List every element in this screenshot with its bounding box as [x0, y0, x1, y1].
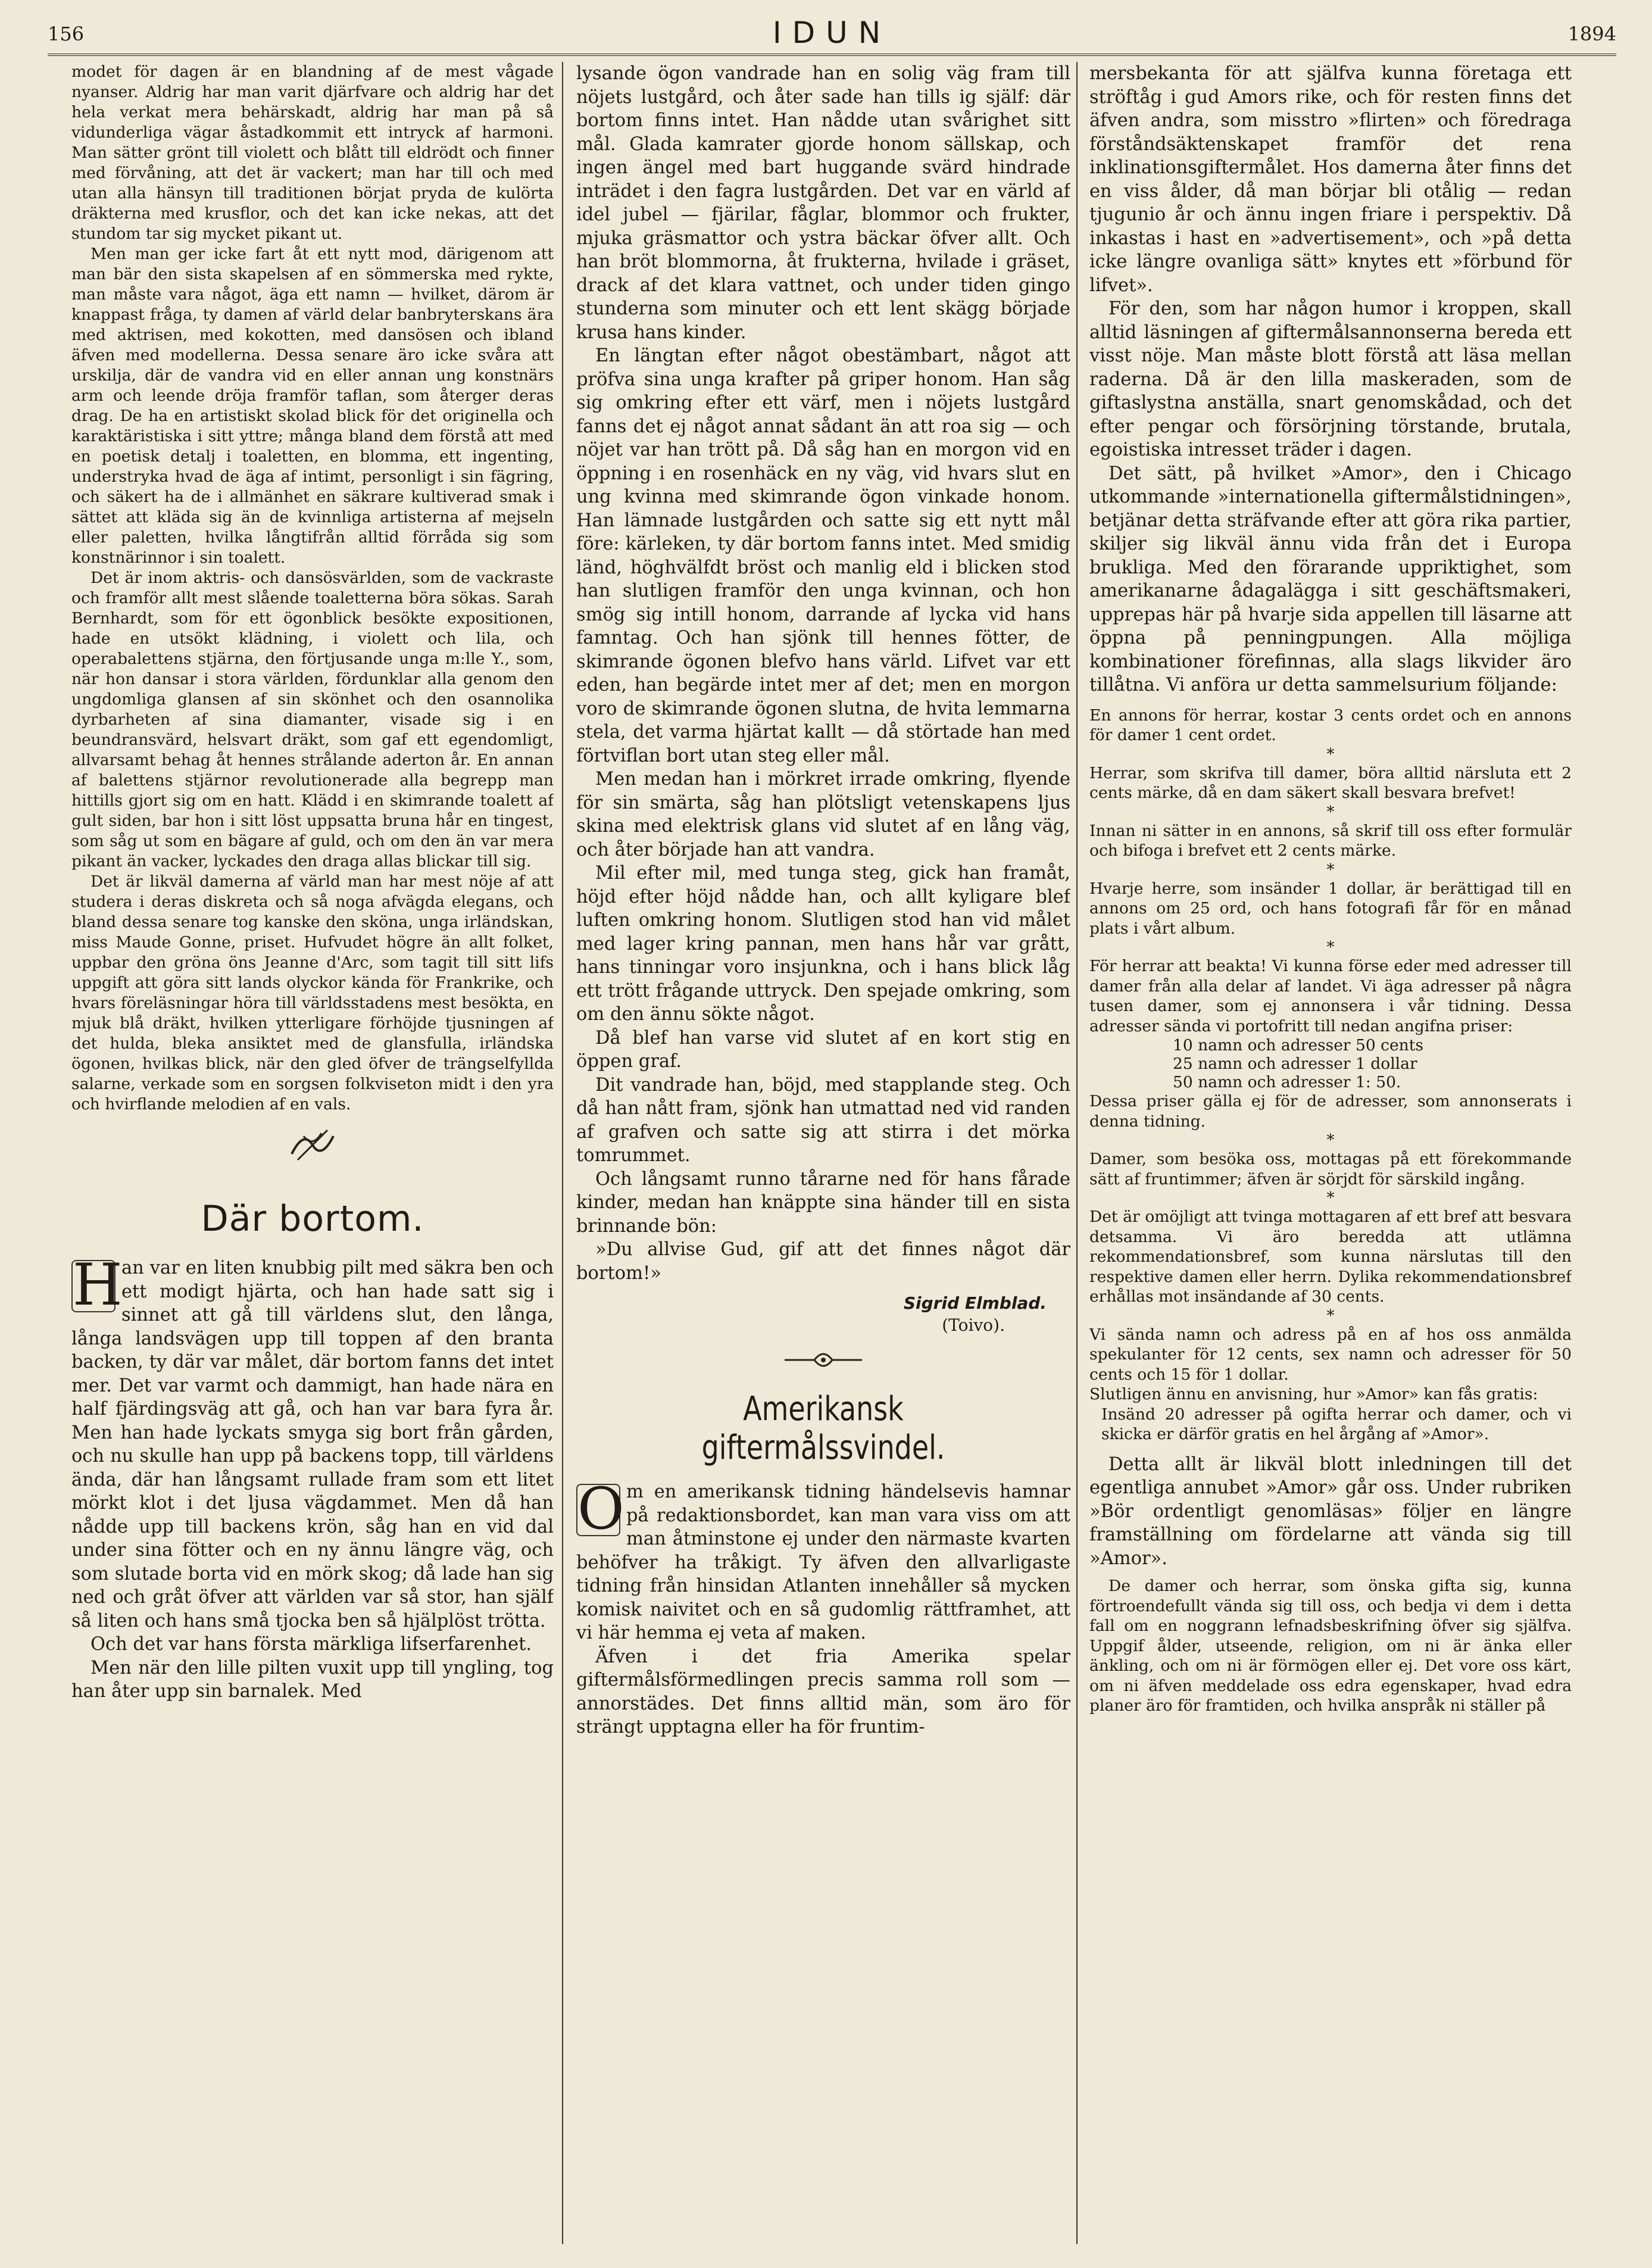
asterisk-icon: *: [1326, 1306, 1335, 1325]
column-rule: [562, 62, 563, 2244]
asterisk-icon: *: [1326, 938, 1335, 956]
ad-text: För herrar att beakta! Vi kunna förse eder med adresser till damer från alla delar af landet. Vi äga adresser på några tusen damer, som ej annonsera i vår tidning. Dessa adresser sända vi portofritt till nedan angifna priser:: [1089, 957, 1572, 1035]
price-item: 50 namn och adresser 1: 50.: [1173, 1073, 1401, 1091]
paragraph: lysande ögon vandrade han en solig väg fram till nöjets lustgård, och åter sade han tills ig själf: där bortom finns intet. Han nådde utan svårighet sitt mål. Glada kamrater gjorde honom sällskap, och ingen ängel med bart huggande svärd hindrade inträdet i den fagra lustgården. Det var en värld af idel jubel — fjärilar, fåglar, blommor och frukter, mjuka gräsmattor och ystra bäckar öfver allt. Och han bröt blommorna, åt frukterna, hvilade i gräset, drack af det klara vattnet, och under tiden gingo stunderna som minuter och ett lent skägg började krusa hans kinder.: [576, 63, 1070, 343]
asterisk-icon: *: [1326, 745, 1335, 763]
signature: Sigrid Elmblad.: [903, 1293, 1047, 1313]
signature-note: (Toivo).: [942, 1315, 1005, 1335]
ad-text: Det är omöjligt att tvinga mottagaren af ett bref att besvara detsamma. Vi äro beredda att utlämna rekommendationsbref, som kunna närslutas till den respektive damen eller herrn. Dylika rekommendationsbref erhållas mot insändande af 30 cents.: [1089, 1208, 1572, 1306]
masthead: IDUN: [772, 15, 892, 50]
page-number: 156: [48, 23, 85, 45]
price-list: [1089, 1036, 1572, 1091]
paragraph: Och långsamt runno tårarne ned för hans fårade kinder, medan han knäppte sina händer till en sista brinnande bön:: [576, 1168, 1070, 1237]
paragraph: mersbekanta för att själfva kunna företaga ett ströftåg i gud Amors rike, och för resten finns det äfven andra, som misstro »flirten» och föredraga förståndsäktenskapet framför det rena inklinationsgiftermålet. Hos damerna åter finns det en viss ålder, då man börjar bli otålig — redan tjugunio år och ännu ingen friare i perspektiv. Då inkastas i hast en »advertisement», och »på detta icke längre ovanliga sätt» knytes ett »förbund för lifvet».: [1089, 63, 1572, 296]
paragraph: Då blef han varse vid slutet af en kort stig en öppen graf.: [576, 1027, 1070, 1072]
column-3: [1089, 62, 1572, 2244]
ad-text: En annons för herrar, kostar 3 cents ordet och en annons för damer 1 cent ordet.: [1089, 706, 1572, 744]
column-rule: [1076, 62, 1078, 2244]
drop-cap: O: [577, 1475, 624, 1542]
ad-text: Hvarje herre, som insänder 1 dollar, är berättigad till en annons om 25 ord, och hans fotografi får för en månad plats i vårt album.: [1089, 879, 1572, 938]
year: 1894: [1567, 23, 1616, 45]
drop-cap: H: [73, 1252, 123, 1318]
ad-list: [1089, 706, 1572, 1445]
paragraph: Och det var hans första märkliga lifserfarenhet.: [90, 1634, 532, 1655]
paragraph: Men när den lille pilten vuxit upp till yngling, tog han åter upp sin barnalek. Med: [71, 1657, 554, 1702]
asterisk-icon: *: [1326, 1131, 1335, 1149]
paragraph: Men medan han i mörkret irrade omkring, flyende för sin smärta, såg han plötsligt vetenskapens ljus skina med elektrisk glans vid slutet af en lång väg, och åter började han att vandra.: [576, 769, 1070, 860]
price-item: 10 namn och adresser 50 cents: [1173, 1036, 1423, 1055]
column-1: [71, 62, 554, 2244]
ad-text: Dessa priser gälla ej för de adresser, som annonserats i denna tidning.: [1089, 1092, 1572, 1131]
ad-text: Innan ni sätter in en annons, så skrif till oss efter formulär och bifoga i brefvet ett 2 cents märke.: [1089, 821, 1572, 860]
divider-ornament-icon: [576, 1346, 1070, 1379]
paragraph: Mil efter mil, med tunga steg, gick han framåt, höjd efter höjd nådde han, och allt kyligare blef luften omkring honom. Slutligen stod han vid målet med lager kring pannan, men hans hår var grått, hans tinningar voro insjunkna, och i hans blick låg ett trött frågande uttryck. Den spejade omkring, som om den ännu sökte något.: [576, 863, 1070, 1025]
asterisk-icon: *: [1326, 803, 1335, 821]
paragraph: »Du allvise Gud, gif att det finnes något där bortom!»: [576, 1239, 1070, 1284]
column-2: [576, 62, 1070, 2244]
paragraph: För den, som har någon humor i kroppen, skall alltid läsningen af giftermålsannonserna bereda ett visst nöje. Man måste blott förstå att läsa mellan raderna. Då är den lilla maskeraden, som de giftaslystna anställa, snart genomskådad, och det efter pengar och försörjning törstande, brutala, egoistiska intresset träder i dagen.: [1089, 298, 1572, 460]
ad-text: Slutligen ännu en anvisning, hur »Amor» kan fås gratis:: [1089, 1385, 1538, 1403]
asterisk-icon: *: [1326, 1189, 1335, 1207]
paragraph: De damer och herrar, som önska gifta sig, kunna förtroendefullt vända sig till oss, och bedja vi dem i detta fall om en noggrann lefnadsbeskrifning öfver sig själfva. Uppgif ålder, utseende, religion, om ni är änka eller änkling, och om ni är förmögen eller ej. Det vore oss kärt, om ni äfven meddelade oss edra egenskaper, hvad edra planer äro för framtiden, och hvilka anspråk ni ställer på: [1089, 1577, 1572, 1715]
ornament-icon: [71, 1121, 554, 1186]
paragraph: Detta allt är likväl blott inledningen till det egentliga annubet »Amor» går oss. Under rubriken »Bör ordentligt genomläsas» följer en längre framställning om fördelarne att vända sig till »Amor».: [1089, 1453, 1572, 1569]
page-header: [48, 15, 1616, 56]
paragraph: Äfven i det fria Amerika spelar giftermålsförmedlingen precis samma roll som — annorstädes. Det finns alltid män, som äro för strängt upptagna eller ha för fruntim-: [576, 1646, 1070, 1737]
story-title: Där bortom.: [201, 1198, 424, 1240]
paragraph: m en amerikansk tidning händelsevis hamnar på redaktionsbordet, kan man vara viss om att man åtminstone ej under den närmaste kvarten behöfver ha tråkigt. Ty äfven den allvarligaste tidning från hinsidan Atlanten innehåller så mycken komisk naivitet och en så gudomlig rättframhet, att vi här hemma ej veta af maken.: [576, 1481, 1070, 1643]
price-item: 25 namn och adresser 1 dollar: [1173, 1055, 1417, 1073]
paragraph: Det är inom aktris- och dansösvärlden, som de vackraste och framför allt mest slående toaletterna böra sökas. Sarah Bernhardt, som för ett ögonblick besökte expositionen, hade en utsökt klädning, i violett och lila, och operabalettens stjärna, den förtjusande unga m:lle Y., som, när hon dansar i stora världen, fördunklar alla genom den ungdomliga glansen af sin skönhet och den osannolika dyrbarheten af sina diamanter, visade sig i en beundransvärd, helsvart dräkt, som gaf ett egendomligt, allvarsamt behag åt hennes strålande aderton år. En annan af balettens stjärnor revolutionerade alla begrepp man hittills gjort sig om en hatt. Klädd i en skimrande toalett af gult siden, bar hon i sitt löst uppsatta bruna hår en tingest, som såg ut som en bägare af guld, och om den än var mera pikant än vacker, lyckades den draga allas blickar till sig.: [71, 569, 554, 871]
ad-text: Vi sända namn och adress på en af hos oss anmälda spekulanter för 12 cents, sex namn och adresser för 50 cents och 15 för 1 dollar.: [1089, 1325, 1572, 1384]
paragraph: Det är likväl damerna af värld man har mest nöje af att studera i deras diskreta och så noga afvägda elegans, och bland dessa senare tog kanske den sköna, unga irländskan, miss Maude Gonne, priset. Hufvudet högre än allt folket, uppbar den gröna öns Jeanne d'Arc, som tagit till sitt lifs uppgift att göra sitt lands olyckor kända för Frankrike, och hvars föreläsningar höra till världsstadens mest besökta, en mjuk blå dräkt, hvilken ytterligare förhöjde tjusningen af det hulda, bleka ansiktet med de glansfulla, irländska ögonen, hvilkas blick, när den gled öfver de trängselfyllda salarne, verkade som en sorgsen folkviseton midt i den yra och hvirflande melodien af en vals.: [71, 872, 554, 1113]
paragraph: Men man ger icke fart åt ett nytt mod, därigenom att man bär den sista skapelsen af en sömmerska med rykte, man måste vara något, äga ett namn — hvilket, därom är knappast fråga, ty damen af värld delar banbryterskans ära med aktrisen, med kokotten, med dansösen och ibland äfven med modellerna. Dessa senare äro icke svåra att urskilja, där de vandra vid en eller annan ung konstnärs arm och leende dröja framför taflan, som återger deras drag. De ha en artistiskt skolad blick för det originella och karaktäristiska i sitt yttre; många bland dem förstå att med en poetisk detalj i toaletten, en blomma, ett ingenting, understryka hvad de äga af intimt, personligt i sin fägring, och säkert ha de i allmänhet en säkrare kultiverad smak i sättet att kläda sig än de kvinnliga artisterna af mejseln eller paletten, hvilka långtifrån alltid förråda sig som konstnärinnor i sin toalett.: [71, 245, 554, 567]
asterisk-icon: *: [1326, 860, 1335, 879]
article-title: Amerikansk giftermålssvindel.: [701, 1390, 945, 1467]
paragraph: modet för dagen är en blandning af de mest vågade nyanser. Aldrig har man varit djärfvare och aldrig har det hela verkat mera behärskadt, aldrig har man på så vidunderliga vägar åstadkommit ett intryck af harmoni. Man sätter grönt till violett och blått till eldrödt och finner med förvåning, att det är vackert; man har till och med utan alla hänsyn till traditionen börjat pryda de kulörta dräkterna med krusflor, och det kan icke nekas, att det stundom tar sig mycket pikant ut.: [71, 63, 554, 243]
paragraph: an var en liten knubbig pilt med säkra ben och ett modigt hjärta, och han hade satt sig i sinnet att gå till världens slut, den långa, långa landsvägen upp till toppen af den branta backen, ty där var målet, där bortom fanns det intet mer. Det var varmt och dammigt, han hade nära en half fjärdingsväg att gå, och han var bara fyra år. Men han hade lyckats smyga sig bort från gården, och nu skulle han upp på backens topp, till världens ända, där han långsamt rullade fram som ett litet mörkt klot i det ljusa vägdammet. Men då han nådde upp till backens krön, såg han en vid dal under sina fötter och en ny ännu längre väg, och som slutade borta vid en mörk skog; då lade han sig ned och gråt öfver att världen var så stor, han själf så liten och hans små tjockа ben så hjälplöst trötta.: [71, 1258, 554, 1631]
paragraph: Det sätt, på hvilket »Amor», den i Chicago utkommande »internationella giftermålstidningen», betjänar detta sträfvande efter att göra rika partier, skiljer sig likväl ännu vida från det i Europa brukliga. Med den förarande uppriktighet, som amerikanarne ådagalägga i sitt geschäftsmakeri, upprepas här på hvarje sida appellen till läsarne att öppna på penningpungen. Alla möjliga kombinationer förefinnas, alla slags likvider äro tillåtna. Vi anföra ur detta sammelsurium följande:: [1089, 463, 1572, 695]
ad-text: Insänd 20 adresser på ogifta herrar och damer, och vi skicka er därför gratis en hel årgång af »Amor».: [1101, 1405, 1572, 1443]
ad-text: Herrar, som skrifva till damer, böra alltid närsluta ett 2 cents märke, då en dam säkert skall besvara brefvet!: [1089, 763, 1572, 802]
paragraph: Dit vandrade han, böjd, med stapplande steg. Och då han nått fram, sjönk han utmattad ned vid randen af grafven och satte sig att stirra i det mörka tomrummet.: [576, 1074, 1070, 1166]
ad-text: Damer, som besöka oss, mottagas på ett förekommande sätt af fruntimmer; äfven är sörjdt för särskild ingång.: [1089, 1150, 1572, 1188]
paragraph: En längtan efter något obestämbart, något att pröfva sina unga krafter på griper honom. Han såg sig omkring efter ett värf, men i nöjets lustgård fanns det ej något annat sådant än att roa sig — och nöjet var han trött på. Då såg han en morgon vid en öppning i en rosenhäck en ny väg, vid hvars slut en ung kvinna med skimrande ögon vinkade honom. Han lämnade lustgården och satte sig ett nytt mål före: kärleken, ty där bortom fanns intet. Med smidig länd, höghvälfdt bröst och manlig eld i blicken stod han slutligen framför den unga kvinnan, och hon smög sig intill honom, darrande af lycka vid hans famntag. Och han sjönk till hennes fötter, de skimrande ögonen blefvo hans värld. Lifvet var ett eden, han begärde intet mer af det; men en morgon voro de skimrande ögonen slutna, de hvita lemmarna stela, det varma hjärtat kallt — då störtade han med förtviflan bort utan steg eller mål.: [576, 345, 1070, 766]
